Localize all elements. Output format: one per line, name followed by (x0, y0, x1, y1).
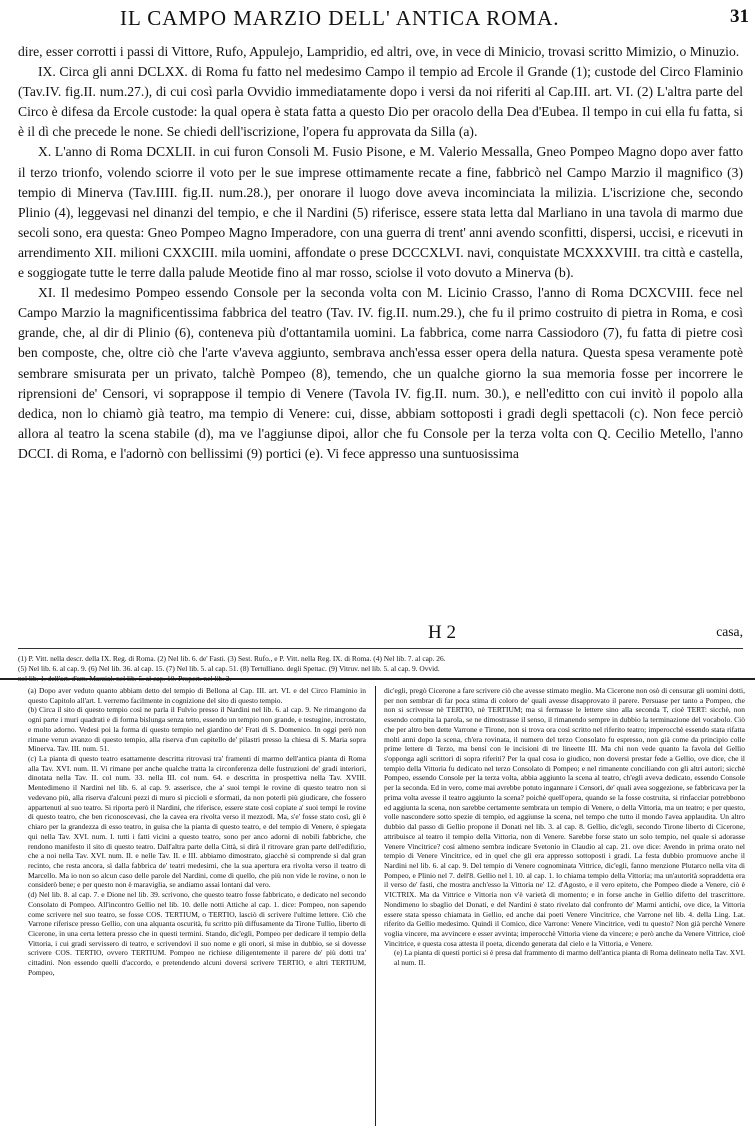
paragraph-continuation: dire, esser corrotti i passi di Vittore, Rufo, Appulejo, Lampridio, ed altri, ove, in vece di Minicio, trovasi scritto Mimizio, o Minuzio. (18, 44, 740, 59)
note-e: (e) La pianta di questi portici si è presa dal frammento di marmo dell'antica pianta di Roma delineato nella Tav. XVI. al num. II. (394, 948, 745, 968)
note-c: (c) La pianta di questo teatro esattamente descritta ritrovasi tra' framenti di marmo dell'antica pianta di Roma alla Tav. XVI. num. II. Vi rimane per anche qualche tratta la circonferenza delle fustruzioni de' gradi interiori, dinotata nella Tav. II. col num. 33. nella III. col num. 64. e descritta in prospettiva nella Tav. XVIII. Mentedimeno il Nardini nel lib. 6. al cap. 9. asserisce, che a' suoi tempi le rovine di questo teatro non si vedevano più, alla riserva d'alcuni pezzi di muro sì piccioli e sformati, da non poterli più giudicare, che fossero appartenuti al suo teatro. Si riporta però il Nardini, che riferisce, essere state così copiate a' suoi tempi le rovine di questo teatro, che ben riconoscevasi, che la cavea era rivolta verso il mezzodì. Ma, s'e' fosse stato così, gli è chiaro per la grandezza di esso teatro, in guisa che la pianta di questo teatro, e del tempio di Venere, è spiegata qui nella Tav. XVI. num. I. tutti i fatti vicini a questo teatro, sono per anco adorni di nobili fabbriche, che rendono manifesto il sito di questo teatro. Dall'altra parte della Città, si dirà il ritrovare gran parte dell'edifizio, che a noi nella Tav. XVI. num. II. e nelle Tav. II. e III. abbiamo dimostrato, giacchè si comprende sì dal gran recinto, che resta ancora, sì dalla fabbrica de' teatri medesimi, che la sua apertura era rivolta verso il teatro di Marcello. Ma io non so alcun caso delle parole del Nardini, come di quello, che più non vide le rovine, o non le considerò bene; e per questo non è maraviglia, se andiamo assai lontani dal vero. (28, 754, 366, 890)
footnote-rule (18, 648, 743, 649)
running-head (0, 6, 755, 30)
note-a: (a) Dopo aver veduto quanto abbiam detto del tempio di Bellona al Cap. III. art. VI. e del Circo Flaminio in questo Capitolo all'art. I. verremo facilmente in cognizione del sito di questo tempio. (28, 686, 366, 705)
footnote-line: (1) P. Vitt. nella descr. della IX. Reg. di Roma. (2) Nel lib. 6. de' Fasti. (3) Sest. Rufo., e P. Vitt. nella Reg. IX. di Roma. (4) Nel lib. 7. al cap. 26. (18, 654, 446, 663)
notes-right-column (384, 686, 745, 1126)
notes-separator (0, 678, 755, 680)
notes-left-column (18, 686, 366, 1126)
signature-line (18, 622, 743, 644)
main-text (18, 42, 743, 464)
page-header-title: IL CAMPO MARZIO DELL' ANTICA ROMA. (120, 6, 560, 30)
paragraph-xi: XI. Il medesimo Pompeo essendo Console per la seconda volta con M. Licinio Crasso, l'anno di Roma DCXCVIII. fece nel Campo Marzio la magnificentissima fabbrica del teatro (Tav. IV. fig.II. num.29.), che fu il primo costruito di pietra in Roma, e così grande, che, al dir di Plinio (6), conteneva più d'ottantamila uomini. La fabbrica, come narra Cassiodoro (7), fu fatta di pietre così ben composte, che, oltre ciò che l'arte v'aveva aggiunto, sembrava anch'essa esser opera della natura. Questa spesa veramente potè sembrare smisurata per un privato, talchè Pompeo (8), temendo, che un qualche giorno la sua memoria fosse per incorrere le riprensioni de' Censori, vi soprappose il tempio di Venere (Tavola IV. fig.II. num. 30.), e nell'editto con cui invitò il popolo alla dedica, non lo chiamò già teatro, ma tempio di Venere: cui, disse, abbiam sottoposti i gradi degli spettacoli (c). Non fece perciò allora al teatro la scena stabile (d), ma ve l'aggiunse dipoi, allor che fu Console per la terza volta con Q. Cecilio Metello, l'anno DCCI. di Roma, e l'adornò con bellissimi (9) portici (e). Vi fece appresso una suntuosissima (18, 285, 743, 461)
note-d: (d) Nel lib. 8. al cap. 7. e Dione nel lib. 39. scrivono, che questo teatro fosse fabbricato, e dedicato nel secondo Consolato di Pompeo. All'incontro Gellio nel lib. 10. delle notti Attiche al cap. 1. dice: Pompeo, non sapendo come scrivere nel suo teatro, se fosse COS. TERTIUM, o TERTIO, lasciò di scrivere l'ultime lettere. Ciò che Varrone riferisce presso Gellio, con una alquanta oscurità, fu scritto più diffusamente da Tirone Tullio, liberto di Cicerone, in una certa lettera presso che in questi termini. Stando, dic'egli, Pompeo per dedicare il tempio della Vittoria, i cui gradi servissero di teatro, e scrivendovi il suo nome e gli onori, si mise in dubbio, se si dovesse scrivere COS. TERTIO, ovvero TERTIUM. Pompeo ne richiese diligentemente il parere de' più dotti tra' cittadini. Non essendo quelli d'accordo, e pretendendo alcuni doversi scrivere TERTIO, e altri TERTIUM, Pompeo, (28, 890, 366, 977)
paragraph-ix: IX. Circa gli anni DCLXX. di Roma fu fatto nel medesimo Campo il tempio ad Ercole il Grande (1); custode del Circo Flaminio (Tav.IV. fig.II. num.27.), di cui così parla Ovvidio immediatamente dopo i versi da noi riferiti al Cap.III. art. VI. (2) L'altra parte del Circo è difesa da Ercole custode: la qual opera è stata fatta a questo Dio per oracolo della Dea d'Eubea. Il tempo in cui ella fu fatta, si è il dì che precede le none. Se chiedi dell'iscrizione, l'opera fu approvata da Silla (a). (18, 64, 743, 140)
footnote-line: (5) Nel lib. 6. al cap. 9. (6) Nel lib. 36. al cap. 15. (7) Nel lib. 5. al cap. 51. (8) Tertulliano. degli Spettac. (9) Vitruv. nel lib. 5. al cap. 9. Ovvid. (18, 664, 440, 673)
page-number: 31 (730, 6, 749, 27)
note-b: (b) Circa il sito di questo tempio così ne parla il Fulvio presso il Nardini nel lib. 6. al cap. 9. Ne rimangono da ogni parte i muri quadrati e di forma bislunga senza tetto, essendo un tempio non grande, e testugine, incrostato, e molto adorno. Vedesi poi la forma di questo tempio nel giardino de' Frati di S. Domenico. In oggi però non rimane verun avanzo di questo tempio, alla riserva d'un capitello de' pilastri presso la chiesa di S. Maria sopra Minerva. Tav. III. num. 51. (28, 705, 366, 754)
column-divider (375, 686, 376, 1126)
signature-mark: H 2 (428, 622, 456, 643)
footnote-line: nel lib. 1. dell'art. d'am. Marzial. nel lib. 5. al cap. 10. Propert. nel lib. 2. (18, 674, 232, 683)
catchword: casa, (716, 624, 743, 639)
note-d-continued: dic'egli, pregò Cicerone a fare scrivere ciò che avesse stimato meglio. Ma Cicerone non osò di censurar gli uomini dotti, per non sembrar di far poca stima di coloro de' quali avesse disapprovato il parere. Persuase per tanto a Pompeo, che non si scrivesse nè TERTIO, nè TERTIUM; ma si fermasse le lettere sino alla seconda T, cioè TERT: sicchè, non essendo compita la parola, se ne dimostrasse il senso, il rimanendo sempre in dubbio la terminazione del vocabolo. Ciò che per altro ben dette Varrone e Tirone, non si trova ora così scritto nel riferito teatro; imperocchè essendo stata rifatta molti anni dopo la scena, ch'era rovinata, il numero del terzo Consolato fu espresso, non già come da principio colle prime lettere di Terzo, ma bensì con le incisioni di tre lineette III. Ma chi non vede quanto la favola del Gellio s'opponga agli scrittori di sopra riferiti? Per la qual cosa io giudico, non doversi prestar fede a Gellio, ove dice, che il tempio della Vittoria fu dedicato nel terzo Consolato di Pompeo; e nel rimanente conciliando con gli altri autori; sicchè Pompeo, essendo Console per la terza volta, abbia aggiunto la scena al teatro, ch'egli aveva dedicato, essendo Console per la seconda. Ed in vero, come mai avrebbe potuto ingannare i Censori, de' quali avea soggezione, se fabbricava per la prima volta avesse il teatro aggiunto la scena? poichè quell'opera, quando se la fosse costruita, si rinfacciar potrebbono ed aggiunta la scena, non sarebbe certamente sembrata un tempio di Venere, o della Vittoria, ma un teatro; e per questo, volle nascondere sotto spezie di tempio, ed aggiunse la scena, nel tempo che tutto il mondo l'avea applaudita. Un altro dubbio dal passo di Gellio propone il Donati nel lib. 3. al cap. 8. Gellio, dic'egli, secondo Tirone liberto di Cicerone, attribuisce al teatro il tempio della Vittoria, non di Venere. Sarebbe forse stato un solo tempio, nel quale si adorasse Venere Vincitrice? così almeno sembra indicare Svetonio in Claudio al cap. 21. ove dice: Avendo in prima orato nel tempio di Venere Vincitrice, ed in quel che gli era appresso sottoposti i gradi. La festa dubbio promuove anche il Nardini nel lib. 6. al cap. 9. Del tempio di Venere cognominata Vittrice, dic'egli, fanno menzione Plutarco nella vita di Pompeo, e Plinio nel 7. dell'8. Gellio nel l. 10. al cap. 1. lo chiama tempio della Vittoria; ma un'autorità sopraddetta era il verso de' fasti, che mostra anch'esso la Vittoria ne' 12. d'Agosto, e il vero epiteto, che Pompeo diede a Venere, ciò è VICTRIX. Ma da Vittrice e Vittoria non v'è varietà di momento; e in forse anche in Gellio difetto del trascrittore. Nondimeno lo sbaglio del Donati, e del Nardini è stato rivelato dal confronto de' Marmi antichi, ove dice, la Vittoria essere stata spesso chiamata in Gellio, ed anche dai poeti Venere Vincitrice, che Varrone nel lib. 4. della Ling. Lat. riferito da Gellio medesimo. Quindi il Comico, dice Varrone: Venere Vincitrice, vedi tu questo? Non già perchè Venere voglia vincere, ma avvincere e esser avvinta; imperocchè Vittoria viene da vincere; e però anche da Venere Vittrice, cioè Vincitrice, e questa cosa attesta il poeta, dicendo generata dal cielo e la Vittoria, e Venere. (384, 686, 745, 948)
paragraph-x: X. L'anno di Roma DCXLII. in cui furon Consoli M. Fusio Pisone, e M. Valerio Messalla, Gneo Pompeo Magno dopo aver fatto il terzo trionfo, volendo sciorre il voto per le sue imprese ottimamente recate a fine, fabbricò nel Campo Marzio il magnifico (3) tempio di Minerva (Tav.IIII. fig.II. num.28.), per onorare il luogo dove aveva incominciata la milizia. L'iscrizione che, secondo Plinio (4), leggevasi nel dinanzi del tempio, e che il Nardini (5) riferisce, essere stata letta dal Marliano in una tavola di marmo due secoli sono, era questa: Gneo Pompeo Magno Imperadore, con una guerra di trent' anni avendo sconfitti, dispersi, uccisi, e ricevuti in arrendimento XII. milioni CXXCIII. mila uomini, affondate o prese DCCCXLVI. navi, conquistate MCXXXVIII. tra città e castella, e soggiogate tutte le terre dalla palude Meotide fino al mar rosso, sciolse il voto dovuto a Minerva (b). (18, 144, 743, 281)
